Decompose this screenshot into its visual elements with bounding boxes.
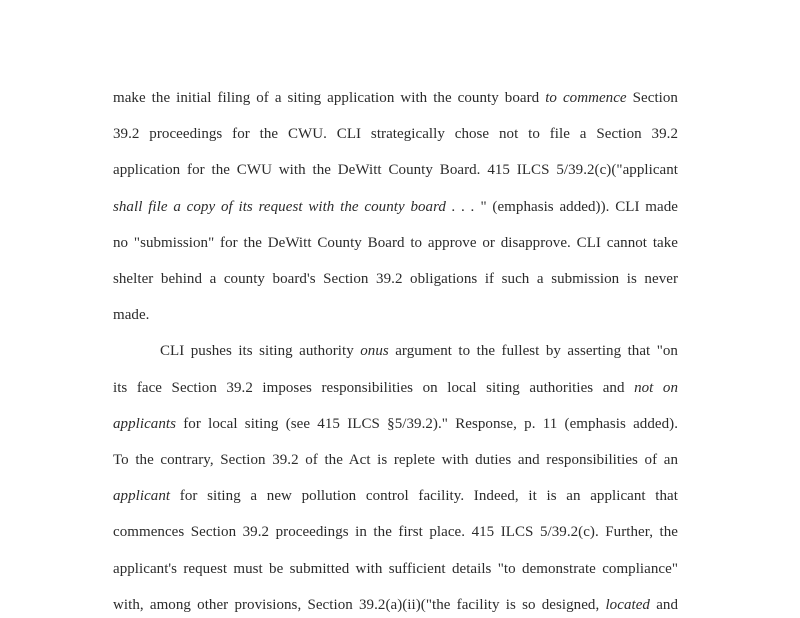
text-run: CLI pushes its siting authority [160, 343, 361, 360]
text-line [113, 487, 678, 505]
text-run: for siting a new pollution control facility. Indeed, it is an applicant that [170, 488, 678, 505]
text-line [113, 125, 678, 143]
italic-text: applicant [113, 488, 171, 505]
italic-text: not on [634, 379, 679, 396]
text-line [113, 451, 678, 469]
text-line [113, 306, 678, 324]
text-line [113, 560, 678, 578]
text-run: commences Section 39.2 proceedings in the first place. 415 ILCS 5/39.2(c). Further, the [113, 524, 678, 541]
text-run: made. [113, 307, 150, 324]
italic-text: located [605, 596, 650, 613]
text-line [113, 270, 678, 288]
italic-text: shall file a copy of its request with the county board . . . [113, 198, 475, 215]
text-run: make the initial filing of a siting application with the county board [113, 90, 546, 106]
text-run: its face Section 39.2 imposes responsibilities on local siting authorities and [113, 379, 635, 396]
text-line [113, 596, 678, 614]
text-run: Section [626, 90, 678, 106]
text-run: application for the CWU with the DeWitt County Board. 415 ILCS 5/39.2(c)("applicant [113, 162, 678, 179]
text-line [113, 523, 678, 541]
text-run: argument to the fullest by asserting that "on [388, 343, 678, 360]
text-run: and [649, 596, 679, 613]
text-run: shelter behind a county board's Section 39.2 obligations if such a submission is never [113, 271, 678, 287]
text-run: applicant's request must be submitted with sufficient details "to demonstrate compliance" [113, 560, 678, 577]
text-line [113, 379, 678, 397]
text-run: no "submission" for the DeWitt County Board to approve or disapprove. CLI cannot take [113, 234, 678, 251]
text-run: with, among other provisions, Section 39.2(a)(ii)("the facility is so designed, [113, 596, 606, 613]
italic-text: onus [360, 343, 389, 360]
text-line [113, 198, 678, 216]
text-run: 39.2 proceedings for the CWU. CLI strategically chose not to file a Section 39.2 [113, 126, 678, 143]
text-run: for local siting (see 415 ILCS §5/39.2)." Response, p. 11 (emphasis added). [176, 415, 678, 432]
text-line [113, 234, 678, 252]
text-run: " (emphasis added)). CLI made [474, 198, 678, 215]
text-line [113, 415, 678, 433]
italic-text: to commence [545, 90, 627, 106]
text-line [113, 161, 678, 179]
text-line [113, 89, 678, 107]
italic-text: applicants [113, 415, 176, 432]
text-line [160, 342, 678, 360]
text-run: To the contrary, Section 39.2 of the Act is replete with duties and responsibilities of an [113, 452, 678, 468]
